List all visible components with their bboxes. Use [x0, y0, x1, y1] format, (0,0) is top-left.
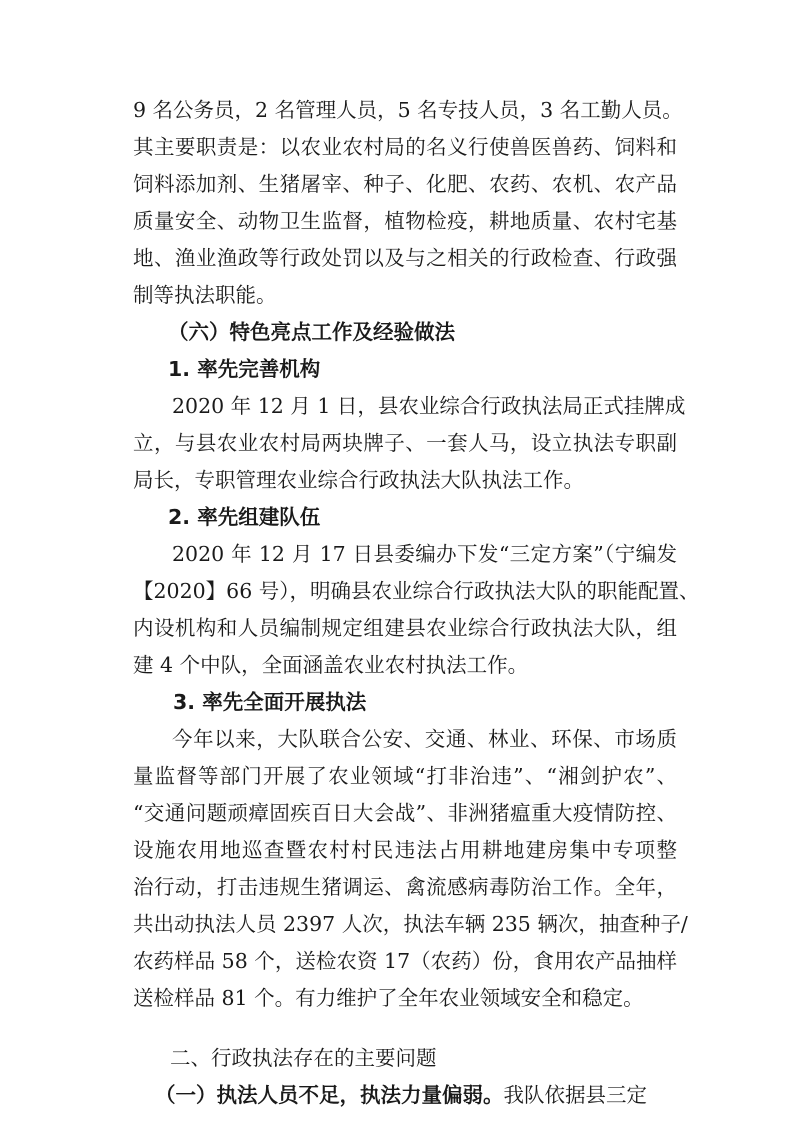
sub3-line-4: 设施农用地巡查暨农村村民违法占用耕地建房集中专项整 [133, 838, 677, 862]
sub2-line-3: 内设机构和人员编制规定组建县农业综合行政执法大队，组 [133, 616, 677, 640]
body-line-2: 其主要职责是：以农业农村局的名义行使兽医兽药、饲料和 [133, 135, 677, 159]
sub2-line-2: 【2020】66 号），明确县农业综合行政执法大队的职能配置、 [133, 579, 700, 603]
sub1-line-3: 局长，专职管理农业综合行政执法大队执法工作。 [133, 468, 584, 492]
sub2-line-1: 2020 年 12 月 17 日县委编办下发“三定方案”（宁编发 [172, 542, 677, 566]
sub3-line-1: 今年以来，大队联合公安、交通、林业、环保、市场质 [172, 727, 677, 751]
body-line-1: 9 名公务员，2 名管理人员，5 名专技人员，3 名工勤人员。 [133, 98, 683, 122]
body-line-3: 饲料添加剂、生猪屠宰、种子、化肥、农药、农机、农产品 [133, 172, 677, 196]
subheading-3: 3. 率先全面开展执法 [173, 690, 367, 714]
section-2-title: 二、行政执法存在的主要问题 [170, 1046, 437, 1070]
section-2-para-1 [155, 1081, 677, 1109]
subsection-1-title: （一）执法人员不足，执法力量偏弱。 [155, 1083, 504, 1107]
subsection-1-text: 我队依据县三定 [503, 1083, 647, 1107]
body-line-4: 质量安全、动物卫生监督，植物检疫，耕地质量、农村宅基 [133, 209, 677, 233]
subheading-1: 1. 率先完善机构 [168, 357, 321, 381]
body-line-6: 制等执法职能。 [133, 283, 277, 307]
sub3-line-2: 量监督等部门开展了农业领域“打非治违”、“湘剑护农”、 [133, 764, 677, 788]
sub3-line-5: 治行动，打击违规生猪调运、禽流感病毒防治工作。全年， [133, 875, 677, 899]
sub3-line-7: 农药样品 58 个，送检农资 17（农药）份，食用农产品抽样 [133, 949, 677, 973]
sub3-line-3: “交通问题顽瘴固疾百日大会战”、非洲猪瘟重大疫情防控、 [133, 801, 677, 825]
sub3-line-6: 共出动执法人员 2397 人次，执法车辆 235 辆次，抽查种子/ [133, 912, 688, 936]
body-line-5: 地、渔业渔政等行政处罚以及与之相关的行政检查、行政强 [133, 246, 677, 270]
sub1-line-1: 2020 年 12 月 1 日，县农业综合行政执法局正式挂牌成 [172, 394, 686, 418]
heading-section-6: （六）特色亮点工作及经验做法 [168, 320, 455, 344]
sub2-line-4: 建 4 个中队，全面涵盖农业农村执法工作。 [133, 653, 529, 677]
sub1-line-2: 立，与县农业农村局两块牌子、一套人马，设立执法专职副 [133, 431, 677, 455]
sub3-line-8: 送检样品 81 个。有力维护了全年农业领域安全和稳定。 [133, 986, 644, 1010]
subheading-2: 2. 率先组建队伍 [168, 505, 321, 529]
